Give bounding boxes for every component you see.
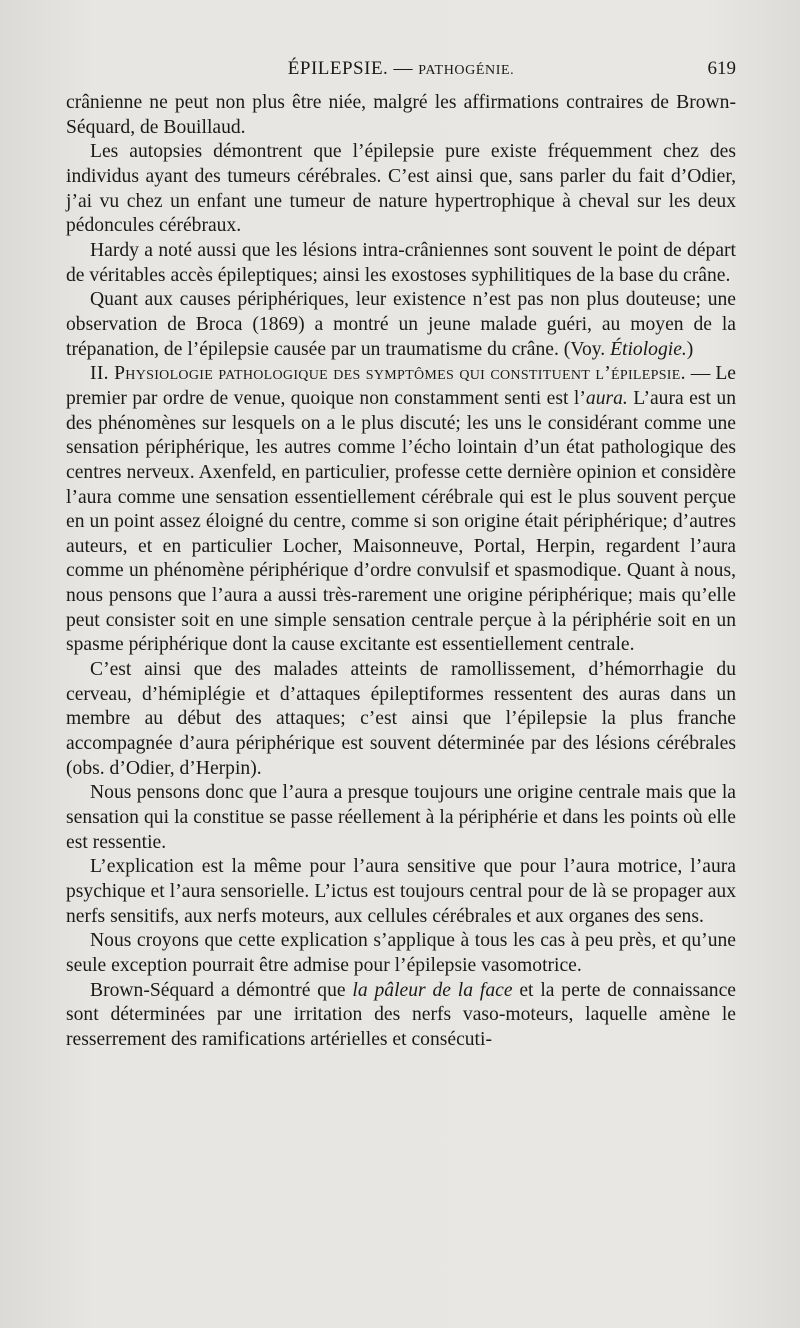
p5-italic-aura: aura. — [585, 387, 628, 409]
p5-text-start: — Le premier par ordre de venue, quoique non constamment senti est l’ — [66, 363, 736, 409]
paragraph-origine-centrale: Nous pensons donc que l’aura a presque toujours une origine centrale mais que la sensation qui la constitue se passe réellement à la périphérie et dans les points où elle est ressentie. — [66, 782, 736, 853]
paragraph-brown-sequard — [66, 979, 736, 1053]
paragraph-continued: crânienne ne peut non plus être niée, malgré les affirmations contraires de Brown-Séquard, de Bouillaud. — [66, 92, 736, 138]
p5-text-end: L’aura est un des phénomènes sur lesquels on a le plus discuté; les uns le considérant comme une sensation périphérique, les autres comme l’écho lointain d’un état pathologique des centres nerveux. Axenfeld, en particulier, professe cette dernière opinion et considère l’aura comme une sensation essentiellement cérébrale qui est le plus souvent perçue en un point assez éloigné du centre, comme si son origine était périphérique; d’autres auteurs, et en particulier Locher, Maisonneuve, Portal, Herpin, regardent l’aura comme un phénomène périphérique d’ordre convulsif et spasmodique. Quant à nous, nous pensons que l’aura a aussi très-rarement une origine périphérique; mais qu’elle peut consister soit en une simple sensation centrale perçue à la périphérie soit en un spasme périphérique dont la cause excitante est essentiellement centrale. — [66, 387, 736, 656]
p4-italic-reference: Étiologie. — [610, 338, 687, 360]
paragraph-hardy: Hardy a noté aussi que les lésions intra-crâniennes sont souvent le point de départ de véritables accès épileptiques; ainsi les exostoses syphilitiques de la base du crâne. — [66, 239, 736, 286]
p10-italic-phrase: la pâleur de la face — [352, 979, 513, 1001]
header-dash: — — [388, 58, 419, 79]
p10-text-end: et la perte de connaissance sont déterminées par une irritation des nerfs vaso-moteurs, laquelle amène le resserrement des ramifications artérielles et consécuti- — [66, 979, 736, 1050]
running-title — [66, 58, 736, 80]
page-number: 619 — [707, 58, 736, 79]
header-subtitle: PATHOGÉNIE. — [418, 63, 515, 78]
paragraph-autopsies: Les autopsies démontrent que l’épilepsie pure existe fréquemment chez des individus ayant des tumeurs cérébrales. C’est ainsi que, sans parler du fait d’Odier, j’ai vu chez un enfant une tumeur de nature hypertrophique à cheval sur les deux pédoncules cérébraux. — [66, 141, 736, 237]
p4-text-start: Quant aux causes périphériques, leur existence n’est pas non plus douteuse; une observation de Broca (1869) a montré un jeune malade guéri, au moyen de la trépanation, de l’épilepsie causée par un traumatisme du crâne. (Voy. — [66, 289, 736, 360]
paragraph-ramollissement: C’est ainsi que des malades atteints de ramollissement, d’hémorrhagie du cerveau, d’hémiplégie et d’attaques épileptiformes ressentent des auras dans un membre au début des attaques; c’est ainsi que l’épilepsie la plus franche accompagnée d’aura périphérique est souvent déterminée par des lésions cérébrales (obs. d’Odier, d’Herpin). — [66, 659, 736, 779]
p10-text-start: Brown-Séquard a démontré que — [90, 979, 353, 1001]
section-heading: II. Physiologie pathologique des symptômes qui constituent l’épilepsie. — [90, 363, 686, 385]
paragraph-exception: Nous croyons que cette explication s’applique à tous les cas à peu près, et qu’une seule exception pourrait être admise pour l’épilepsie vasomotrice. — [66, 930, 736, 976]
page-header — [66, 58, 736, 86]
paragraph-explication: L’explication est la même pour l’aura sensitive que pour l’aura motrice, l’aura psychique et l’aura sensorielle. L’ictus est toujours central pour de là se propager aux nerfs sensitifs, aux nerfs moteurs, aux cellules cérébrales et aux organes des sens. — [66, 856, 736, 927]
page-body — [66, 91, 736, 1053]
paragraph-section-II — [66, 362, 736, 658]
p4-text-end: ) — [686, 338, 694, 360]
header-title: ÉPILEPSIE. — [287, 58, 389, 79]
paragraph-peripheral-causes — [66, 288, 736, 362]
